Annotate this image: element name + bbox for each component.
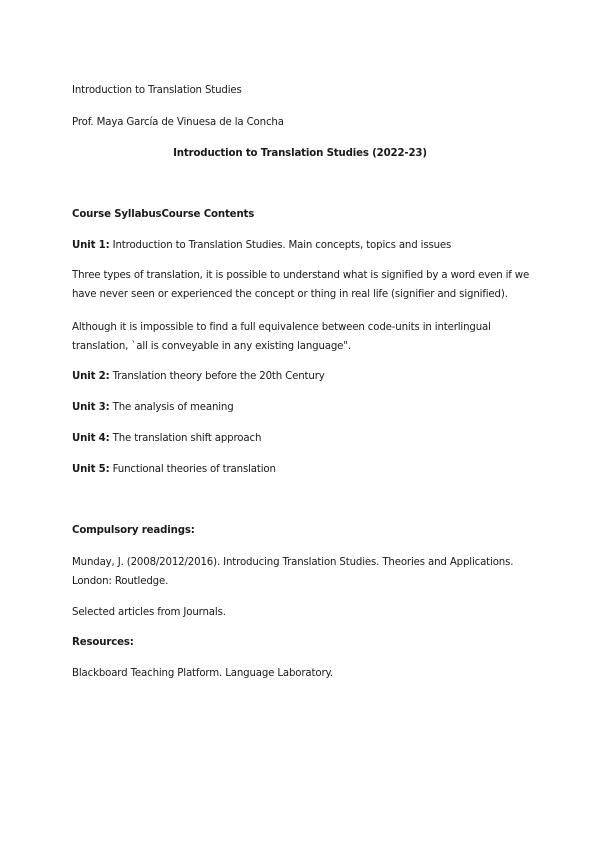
unit-1-label: Unit 1:: [72, 240, 110, 251]
syllabus-heading: Course SyllabusCourse Contents: [72, 209, 255, 220]
unit-2-label: Unit 2:: [72, 371, 110, 382]
course-title: Introduction to Translation Studies: [72, 85, 242, 96]
unit-4-label: Unit 4:: [72, 433, 110, 444]
unit-4-text: The translation shift approach: [109, 433, 262, 444]
readings-heading: Compulsory readings:: [72, 525, 195, 536]
unit-5-label: Unit 5:: [72, 464, 110, 475]
unit-2: [72, 370, 325, 384]
unit-5: [72, 463, 276, 477]
resources-heading: Resources:: [72, 637, 134, 648]
note-equivalence: Although it is impossible to find a full equivalence between code-units in interlingual translation, `all is conveyable in any existing language".: [72, 322, 491, 352]
unit-4: [72, 432, 261, 446]
unit-3-label: Unit 3:: [72, 402, 110, 413]
note-signifier: Three types of translation, it is possible to understand what is signified by a word even if we have never seen or experienced the concept or thing in real life (signifier and signified).: [72, 270, 530, 300]
unit-3: [72, 401, 234, 415]
professor-name: Prof. Maya García de Vinuesa de la Concha: [72, 117, 284, 128]
reading-munday: Munday, J. (2008/2012/2016). Introducing Translation Studies. Theories and Applications. London: Routledge.: [72, 557, 514, 587]
document-title: Introduction to Translation Studies (2022-23): [173, 148, 427, 159]
unit-1: [72, 239, 451, 253]
resources-text: Blackboard Teaching Platform. Language Laboratory.: [72, 668, 334, 679]
unit-1-text: Introduction to Translation Studies. Main concepts, topics and issues: [109, 240, 452, 251]
unit-2-text: Translation theory before the 20th Century: [109, 371, 325, 382]
reading-articles: Selected articles from Journals.: [72, 607, 226, 618]
unit-5-text: Functional theories of translation: [109, 464, 276, 475]
unit-3-text: The analysis of meaning: [109, 402, 234, 413]
